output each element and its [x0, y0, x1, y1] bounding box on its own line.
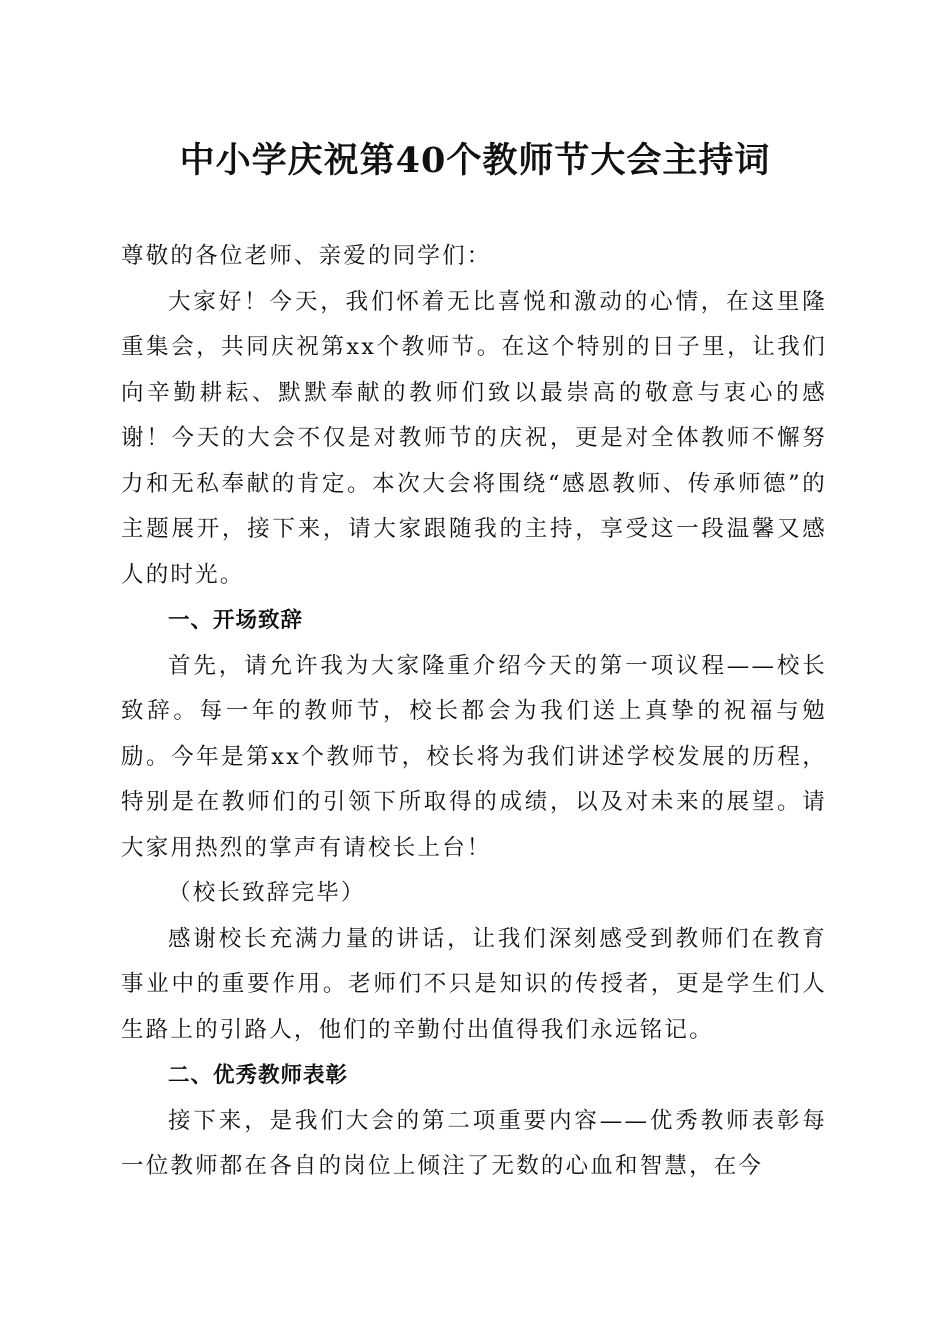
document-title: 中小学庆祝第40个教师节大会主持词	[179, 140, 771, 181]
section-heading-teacher-awards: 二、优秀教师表彰	[168, 1063, 349, 1088]
salutation: 尊敬的各位老师、亲爱的同学们：	[121, 243, 492, 269]
awards-intro-paragraph: 接下来，是我们大会的第二项重要内容——优秀教师表彰每一位教师都在各自的岗位上倾注了无数的心血和智慧，在今	[121, 1107, 827, 1179]
section-heading-opening-speech: 一、开场致辞	[168, 608, 304, 633]
principal-speech-paragraph: 首先，请允许我为大家隆重介绍今天的第一项议程——校长致辞。每一年的教师节，校长都会为我们送上真挚的祝福与勉励。今年是第xx个教师节，校长将为我们讲述学校发展的历程，特别是在教师们的引领下所取得的成绩，以及对未来的展望。请大家用热烈的掌声有请校长上台！	[121, 652, 827, 861]
stage-direction-note: （校长致辞完毕）	[168, 880, 366, 906]
document-body	[121, 234, 827, 1190]
thanks-paragraph: 感谢校长充满力量的讲话，让我们深刻感受到教师们在教育事业中的重要作用。老师们不只是知识的传授者，更是学生们人生路上的引路人，他们的辛勤付出值得我们永远铭记。	[121, 925, 827, 1043]
opening-paragraph: 大家好！今天，我们怀着无比喜悦和激动的心情，在这里隆重集会，共同庆祝第xx个教师节。在这个特别的日子里，让我们向辛勤耕耘、默默奉献的教师们致以最崇高的敬意与衷心的感谢！今天的大会不仅是对教师节的庆祝，更是对全体教师不懈努力和无私奉献的肯定。本次大会将围绕“感恩教师、传承师德”的主题展开，接下来，请大家跟随我的主持，享受这一段温馨又感人的时光。	[121, 288, 827, 588]
